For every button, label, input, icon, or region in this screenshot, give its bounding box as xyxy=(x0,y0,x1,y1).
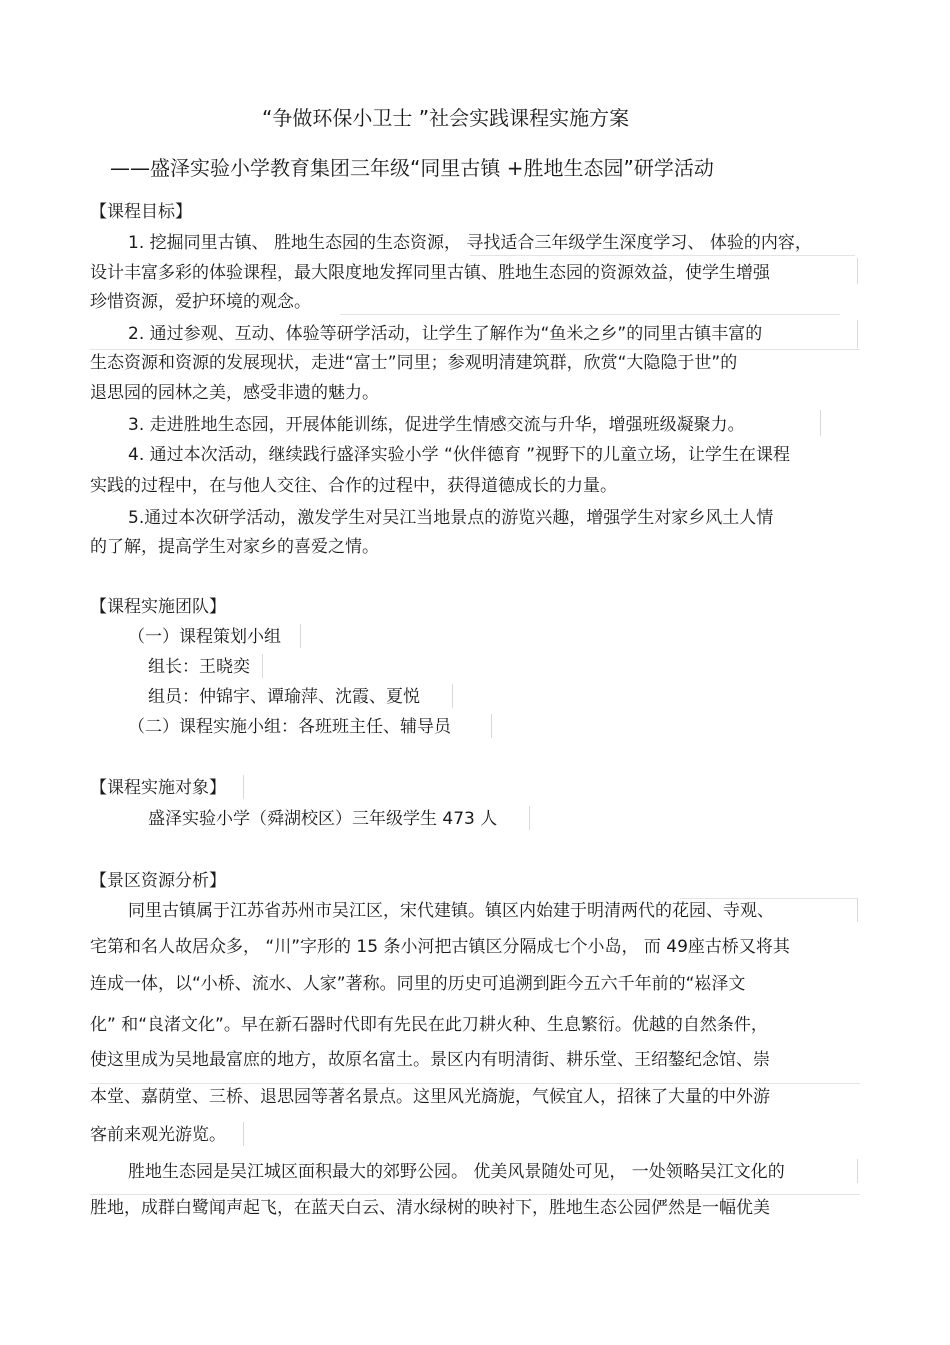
goal-line: 设计丰富多彩的体验课程，最大限度地发挥同里古镇、胜地生态园的资源效益，使学生增强 xyxy=(90,263,770,283)
scan-rule xyxy=(680,898,858,899)
analysis-line: 客前来观光游览。 xyxy=(90,1125,226,1145)
goal-line: 5.通过本次研学活动，激发学生对吴江当地景点的游览兴趣，增强学生对家乡风土人情 xyxy=(128,508,774,528)
analysis-line: 宅第和名人故居众多， “川”字形的 15 条小河把古镇区分隔成七个小岛， 而 49座古桥又将其 xyxy=(90,937,790,957)
scan-rule xyxy=(857,320,858,348)
goal-line: 2. 通过参观、互动、体验等研学活动，让学生了解作为“鱼米之乡”的同里古镇丰富的 xyxy=(128,324,763,344)
scan-rule xyxy=(90,1083,860,1084)
analysis-line: 使这里成为吴地最富庶的地方，故原名富土。景区内有明清街、耕乐堂、王绍鏊纪念馆、崇 xyxy=(90,1050,770,1070)
scan-rule xyxy=(857,898,858,922)
team-group-planning: （一）课程策划小组 xyxy=(128,627,281,647)
analysis-line: 胜地，成群白鹭闻声起飞，在蓝天白云、清水绿树的映衬下，胜地生态公园俨然是一幅优美 xyxy=(90,1198,770,1218)
analysis-line: 本堂、嘉荫堂、三桥、退思园等著名景点。这里风光旖旎，气候宜人，招徕了大量的中外游 xyxy=(90,1087,770,1107)
section-heading-goals: 【课程目标】 xyxy=(90,202,192,222)
section-heading-target: 【课程实施对象】 xyxy=(90,778,226,798)
analysis-line: 胜地生态园是吴江城区面积最大的郊野公园。 优美风景随处可见， 一处领略吴江文化的 xyxy=(128,1162,785,1182)
scan-rule xyxy=(452,684,453,708)
goal-line: 1. 挖掘同里古镇、 胜地生态园的生态资源， 寻找适合三年级学生深度学习、 体验的内容， xyxy=(128,233,812,253)
goal-line: 退思园的园林之美，感受非遗的魅力。 xyxy=(90,383,379,403)
goal-line: 3. 走进胜地生态园，开展体能训练，促进学生情感交流与升华，增强班级凝聚力。 xyxy=(128,415,745,435)
team-members: 组员：仲锦宇、谭瑜萍、沈霞、夏悦 xyxy=(148,687,420,707)
scan-rule xyxy=(491,714,492,738)
analysis-line: 化” 和“良渚文化”。早在新石器时代即有先民在此刀耕火种、生息繁衍。优越的自然条件， xyxy=(90,1015,768,1035)
scan-rule xyxy=(470,255,855,256)
scan-rule xyxy=(300,624,301,648)
goal-line: 生态资源和资源的发展现状，走进“富士”同里；参观明清建筑群，欣赏“大隐隐于世”的 xyxy=(90,353,738,373)
section-heading-analysis: 【景区资源分析】 xyxy=(90,871,226,891)
section-heading-team: 【课程实施团队】 xyxy=(90,597,226,617)
scan-rule xyxy=(262,654,263,678)
scan-rule xyxy=(243,775,244,799)
team-leader: 组长：王晓奕 xyxy=(148,657,250,677)
analysis-line: 连成一体，以“小桥、流水、人家”著称。同里的历史可追溯到距今五六千年前的“崧泽文 xyxy=(90,974,746,994)
scan-rule xyxy=(857,258,858,284)
page-title: “争做环保小卫士 ”社会实践课程实施方案 xyxy=(262,106,630,130)
goal-line: 的了解，提高学生对家乡的喜爱之情。 xyxy=(90,537,379,557)
analysis-line: 同里古镇属于江苏省苏州市吴江区，宋代建镇。镇区内始建于明清两代的花园、寺观、 xyxy=(128,901,774,921)
scan-rule xyxy=(857,1159,858,1183)
goal-line: 4. 通过本次活动，继续践行盛泽实验小学 “伙伴德育 ”视野下的儿童立场，让学生在课程 xyxy=(128,445,791,465)
scan-rule xyxy=(529,806,530,830)
scan-rule xyxy=(340,314,840,315)
goal-line: 实践的过程中，在与他人交往、合作的过程中，获得道德成长的力量。 xyxy=(90,476,617,496)
scan-rule xyxy=(820,410,821,436)
goal-line: 珍惜资源，爱护环境的观念。 xyxy=(90,292,311,312)
team-group-implementation: （二）课程实施小组：各班班主任、辅导员 xyxy=(128,717,451,737)
scan-rule xyxy=(90,349,860,350)
page-subtitle: ——盛泽实验小学教育集团三年级“同里古镇 +胜地生态园”研学活动 xyxy=(110,156,714,180)
scan-rule xyxy=(243,1122,244,1146)
target-text: 盛泽实验小学（舜湖校区）三年级学生 473 人 xyxy=(148,809,498,829)
scan-rule xyxy=(90,1194,860,1195)
